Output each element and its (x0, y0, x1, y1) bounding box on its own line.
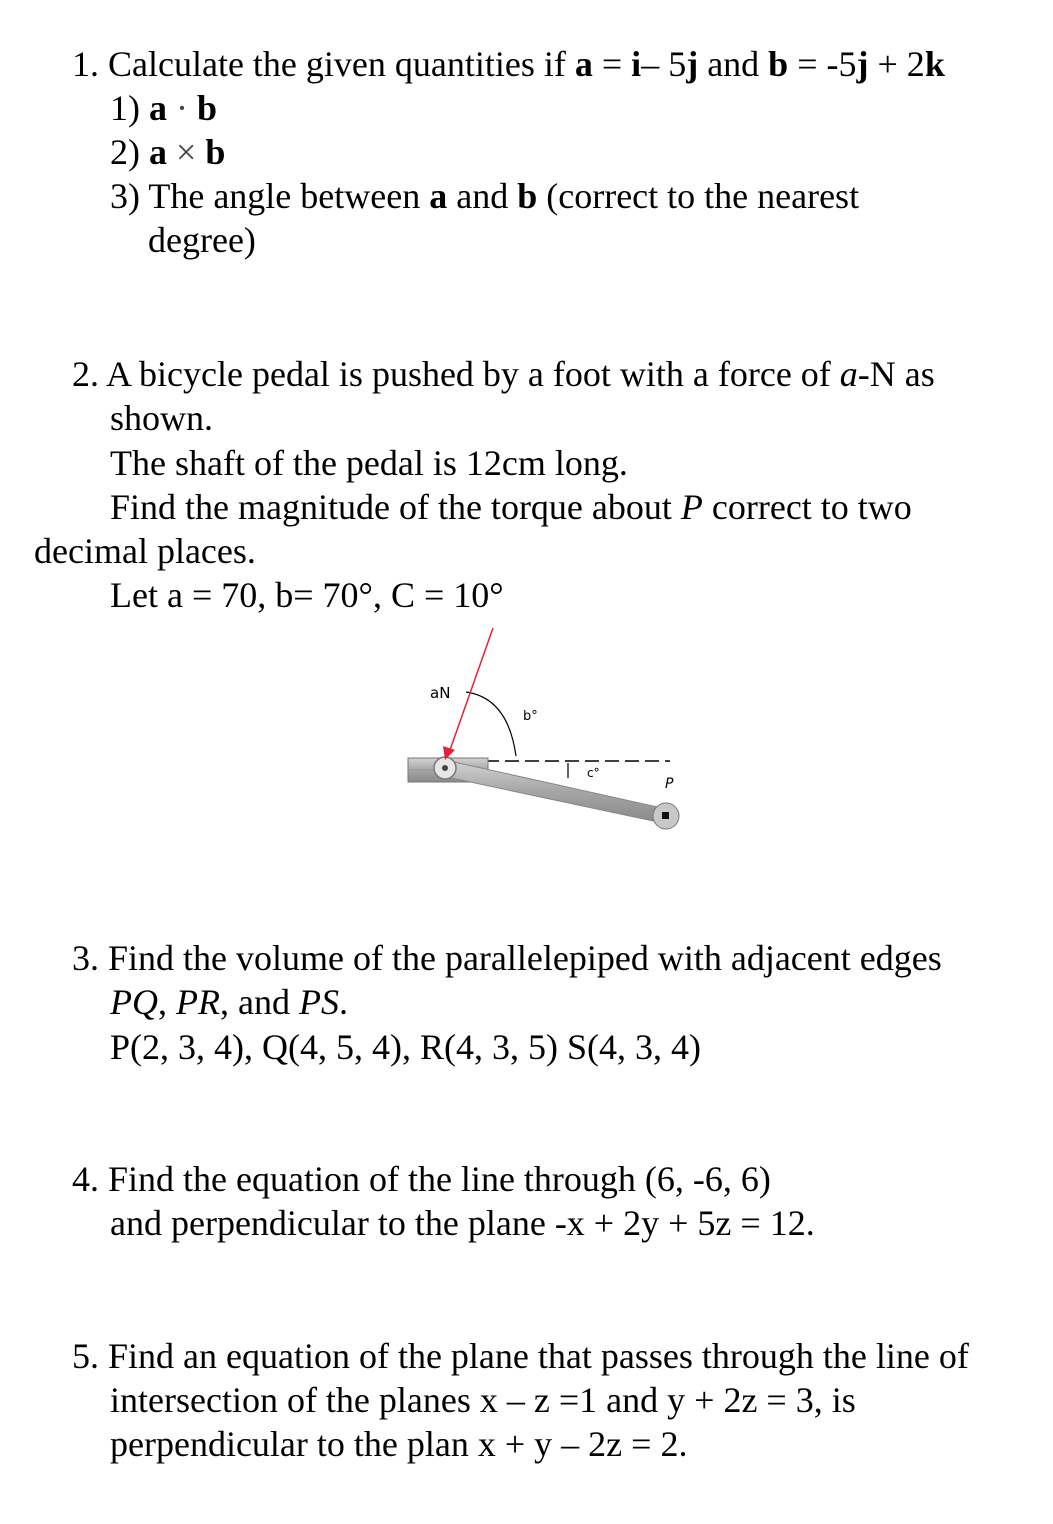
q1-part-3-post: (correct to the nearest (546, 176, 860, 216)
q3-line-1 (72, 936, 942, 980)
q1-a-j: j (686, 44, 699, 84)
q5-line-1 (72, 1334, 969, 1378)
q1-part-1-number: 1) (110, 88, 140, 128)
q1-and: and (707, 44, 760, 84)
q5-line-3 (110, 1422, 687, 1466)
q1-prompt: Calculate the given quantities if (108, 44, 566, 84)
q3-l1-text: Find the volume of the parallelepiped with adjacent edges (108, 938, 942, 978)
q2-line-4 (110, 485, 912, 529)
q1-part-2-b: b (205, 132, 226, 172)
q3-number: 3. (72, 938, 99, 978)
q3-period: . (338, 982, 348, 1022)
q3-points: P(2, 3, 4), Q(4, 5, 4), R(4, 3, 5) S(4, 3, 4) (110, 1027, 701, 1067)
q1-dot-operator: · (176, 88, 188, 128)
q1-part-3-continued (148, 218, 256, 262)
q3-line-2 (110, 980, 348, 1024)
q1-equals-1: = (601, 44, 623, 84)
angle-c-label: c° (587, 766, 600, 780)
q3-comma-2: , and (219, 982, 299, 1022)
point-p-label: P (665, 776, 674, 792)
q3-edge-pr: PR (176, 982, 220, 1022)
angle-b-arc (466, 692, 516, 756)
q1-line-1 (72, 42, 945, 86)
angle-b-label: b° (523, 709, 538, 724)
q5-l3-text: perpendicular to the plan x + y – 2z = 2. (110, 1424, 688, 1464)
q1-part-3 (110, 174, 859, 218)
q1-part-1 (110, 86, 217, 130)
q2-l1-post: -N as (857, 354, 935, 394)
force-label: aN (430, 684, 451, 702)
q5-line-2 (110, 1378, 856, 1422)
q2-line-1 (72, 352, 935, 396)
q2-l1-var: a (839, 354, 858, 394)
q2-line-3 (110, 441, 628, 485)
q1-part-3-b: b (517, 176, 538, 216)
q5-l1-text: Find an equation of the plane that passes through the line of (108, 1336, 969, 1376)
q5-l2-text: intersection of the planes x – z =1 and y + 2z = 3, is (110, 1380, 856, 1420)
q2-number: 2. (72, 354, 99, 394)
q2-l2-text: shown. (110, 398, 214, 438)
q1-b-symbol: b (768, 44, 789, 84)
q2-l1-pre: A bicycle pedal is pushed by a foot with a force of (106, 354, 831, 394)
q3-edge-pq: PQ (110, 982, 158, 1022)
q2-line-5 (34, 529, 256, 573)
q1-part-3-a: a (429, 176, 448, 216)
q1-part-1-b: b (197, 88, 218, 128)
q1-part-2 (110, 130, 225, 174)
q1-cross-operator: × (176, 132, 197, 172)
q3-edge-ps: PS (298, 982, 339, 1022)
pedal-shaft (442, 760, 662, 822)
q1-part-1-a: a (149, 88, 167, 128)
q2-line-2 (110, 396, 213, 440)
q1-part-3-and: and (456, 176, 509, 216)
q1-part-3-cont-text: degree) (148, 220, 256, 260)
q2-l4-post: correct to two (711, 487, 912, 527)
q1-a-minus: – 5 (641, 44, 687, 84)
q4-line-1 (72, 1157, 771, 1201)
q1-part-2-a: a (149, 132, 167, 172)
q1-part-2-number: 2) (110, 132, 140, 172)
q1-equals-2: = -5 (797, 44, 857, 84)
point-p-marker (662, 812, 669, 819)
q1-a-i: i (631, 44, 642, 84)
q1-part-3-number: 3) (110, 176, 140, 216)
q3-comma-1: , (158, 982, 176, 1022)
q5-number: 5. (72, 1336, 99, 1376)
q1-a-symbol: a (574, 44, 593, 84)
pedal-diagram (400, 620, 700, 840)
q1-number: 1. (72, 44, 99, 84)
q4-l1-text: Find the equation of the line through (6, -6, 6) (108, 1159, 771, 1199)
pedal-pivot-center (442, 765, 448, 771)
q4-number: 4. (72, 1159, 99, 1199)
q3-line-3 (110, 1025, 701, 1069)
q4-line-2 (110, 1201, 815, 1245)
q2-l4-pre: Find the magnitude of the torque about (110, 487, 672, 527)
q1-part-3-text: The angle between (148, 176, 421, 216)
q4-l2-text: and perpendicular to the plane -x + 2y + 5z = 12. (110, 1203, 815, 1243)
force-arrow-line (450, 628, 493, 750)
q2-l3-text: The shaft of the pedal is 12cm long. (110, 443, 628, 483)
q2-line-6 (110, 573, 504, 617)
q2-l5-text: decimal places. (34, 531, 256, 571)
q1-b-plus: + 2 (877, 44, 925, 84)
q2-l6-text: Let a = 70, b= 70°, C = 10° (110, 575, 504, 615)
q1-b-k: k (924, 44, 945, 84)
q2-l4-var: P (680, 487, 703, 527)
q1-b-j: j (856, 44, 869, 84)
